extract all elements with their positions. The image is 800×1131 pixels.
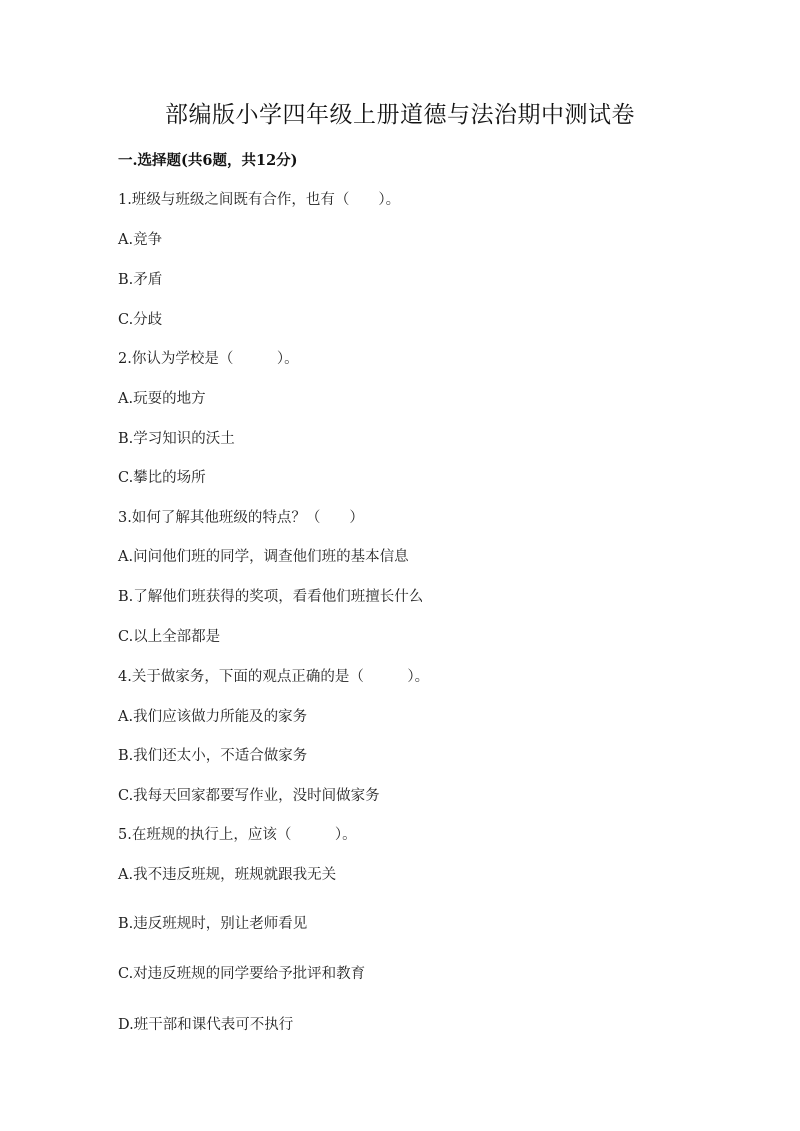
question-2-option-c: C.攀比的场所 bbox=[118, 470, 206, 486]
question-4-option-c: C.我每天回家都要写作业，没时间做家务 bbox=[118, 788, 380, 804]
question-5-option-b: B.违反班规时，别让老师看见 bbox=[118, 916, 308, 932]
question-5-option-a: A.我不违反班规，班规就跟我无关 bbox=[118, 867, 337, 883]
question-4-option-a: A.我们应该做力所能及的家务 bbox=[118, 709, 308, 725]
question-stem-2: 2.你认为学校是（ ）。 bbox=[118, 351, 299, 367]
question-4-option-b: B.我们还太小，不适合做家务 bbox=[118, 748, 308, 764]
question-3-option-a: A.问问他们班的同学，调查他们班的基本信息 bbox=[118, 549, 409, 565]
question-stem-1: 1.班级与班级之间既有合作，也有（ ）。 bbox=[118, 192, 401, 208]
question-1-option-b: B.矛盾 bbox=[118, 272, 163, 288]
question-5-option-d: D.班干部和课代表可不执行 bbox=[118, 1017, 294, 1033]
question-3-option-b: B.了解他们班获得的奖项，看看他们班擅长什么 bbox=[118, 589, 424, 605]
question-1-option-c: C.分歧 bbox=[118, 312, 163, 328]
page-title: 部编版小学四年级上册道德与法治期中测试卷 bbox=[165, 102, 635, 128]
question-stem-4: 4.关于做家务，下面的观点正确的是（ ）。 bbox=[118, 669, 430, 685]
question-5-option-c: C.对违反班规的同学要给予批评和教育 bbox=[118, 966, 366, 982]
question-1-option-a: A.竞争 bbox=[118, 232, 163, 248]
question-stem-5: 5.在班规的执行上，应该（ ）。 bbox=[118, 827, 357, 843]
question-2-option-a: A.玩耍的地方 bbox=[118, 391, 206, 407]
question-3-option-c: C.以上全部都是 bbox=[118, 629, 221, 645]
question-2-option-b: B.学习知识的沃土 bbox=[118, 431, 235, 447]
question-stem-3: 3.如何了解其他班级的特点？（ ） bbox=[118, 510, 364, 526]
section-heading: 一.选择题(共6题，共12分) bbox=[118, 152, 298, 169]
